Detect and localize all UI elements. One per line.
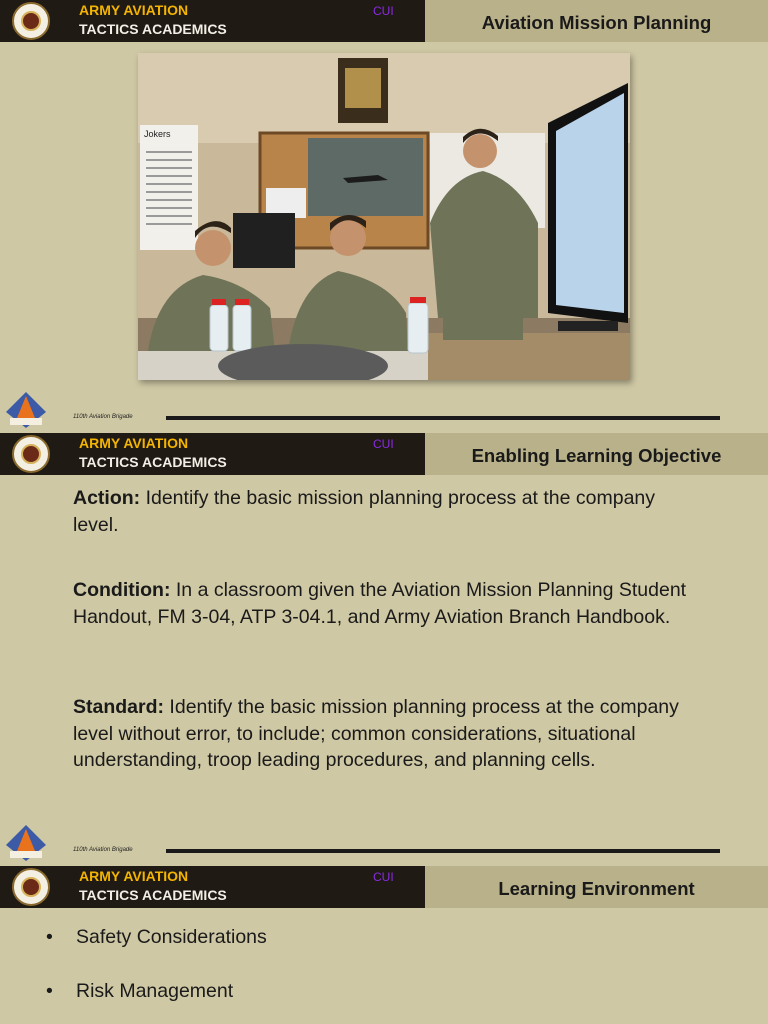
slide-title: Learning Environment bbox=[498, 878, 695, 899]
slide-2 bbox=[0, 433, 768, 866]
objective-text: Identify the basic mission planning process at the company level. bbox=[73, 487, 656, 536]
footer-brigade-name: 110th Aviation Brigade bbox=[73, 847, 133, 853]
objective-text: Identify the basic mission planning process at the company level without error, to include; common considerations, situational understanding, troop leading procedures, and planning cells. bbox=[73, 696, 679, 771]
footer-rule bbox=[166, 416, 720, 420]
slide-3 bbox=[0, 866, 768, 1024]
objective-condition bbox=[73, 577, 693, 630]
list-item bbox=[46, 926, 267, 949]
cui-marking: CUI bbox=[373, 437, 394, 451]
brigade-logo-icon bbox=[4, 390, 48, 430]
bullet-text: Risk Management bbox=[76, 980, 234, 1002]
bullet-icon: • bbox=[46, 926, 53, 948]
slide-header bbox=[0, 866, 768, 908]
brand-line-1: ARMY AVIATION bbox=[79, 2, 189, 18]
objective-label: Action: bbox=[73, 487, 141, 509]
academy-seal-icon bbox=[12, 868, 50, 906]
bullet-icon: • bbox=[46, 980, 53, 1002]
slide-title: Aviation Mission Planning bbox=[481, 12, 712, 33]
slide-header bbox=[0, 433, 768, 475]
bullet-text: Safety Considerations bbox=[76, 926, 267, 948]
objective-label: Condition: bbox=[73, 579, 171, 601]
brand-line-1: ARMY AVIATION bbox=[79, 868, 189, 884]
slide-header bbox=[0, 0, 768, 42]
objective-standard bbox=[73, 694, 693, 774]
academy-seal-icon bbox=[12, 2, 50, 40]
objective-label: Standard: bbox=[73, 696, 165, 718]
brand-line-1: ARMY AVIATION bbox=[79, 435, 189, 451]
brigade-logo-icon bbox=[4, 823, 48, 863]
brand-line-2: TACTICS ACADEMICS bbox=[79, 21, 227, 37]
brand-line-2: TACTICS ACADEMICS bbox=[79, 887, 227, 903]
footer-brigade-name: 110th Aviation Brigade bbox=[73, 414, 133, 420]
photo-board-label: Jokers bbox=[144, 129, 171, 139]
list-item bbox=[46, 980, 233, 1003]
academy-seal-icon bbox=[12, 435, 50, 473]
brand-line-2: TACTICS ACADEMICS bbox=[79, 454, 227, 470]
footer-rule bbox=[166, 849, 720, 853]
slide-1 bbox=[0, 0, 768, 433]
cui-marking: CUI bbox=[373, 4, 394, 18]
classroom-photo bbox=[138, 53, 630, 380]
objective-action bbox=[73, 485, 693, 538]
slide-title: Enabling Learning Objective bbox=[471, 445, 722, 466]
cui-marking: CUI bbox=[373, 870, 394, 884]
objective-text: In a classroom given the Aviation Mission Planning Student Handout, FM 3-04, ATP 3-04.1, and Army Aviation Branch Handbook. bbox=[73, 579, 687, 628]
